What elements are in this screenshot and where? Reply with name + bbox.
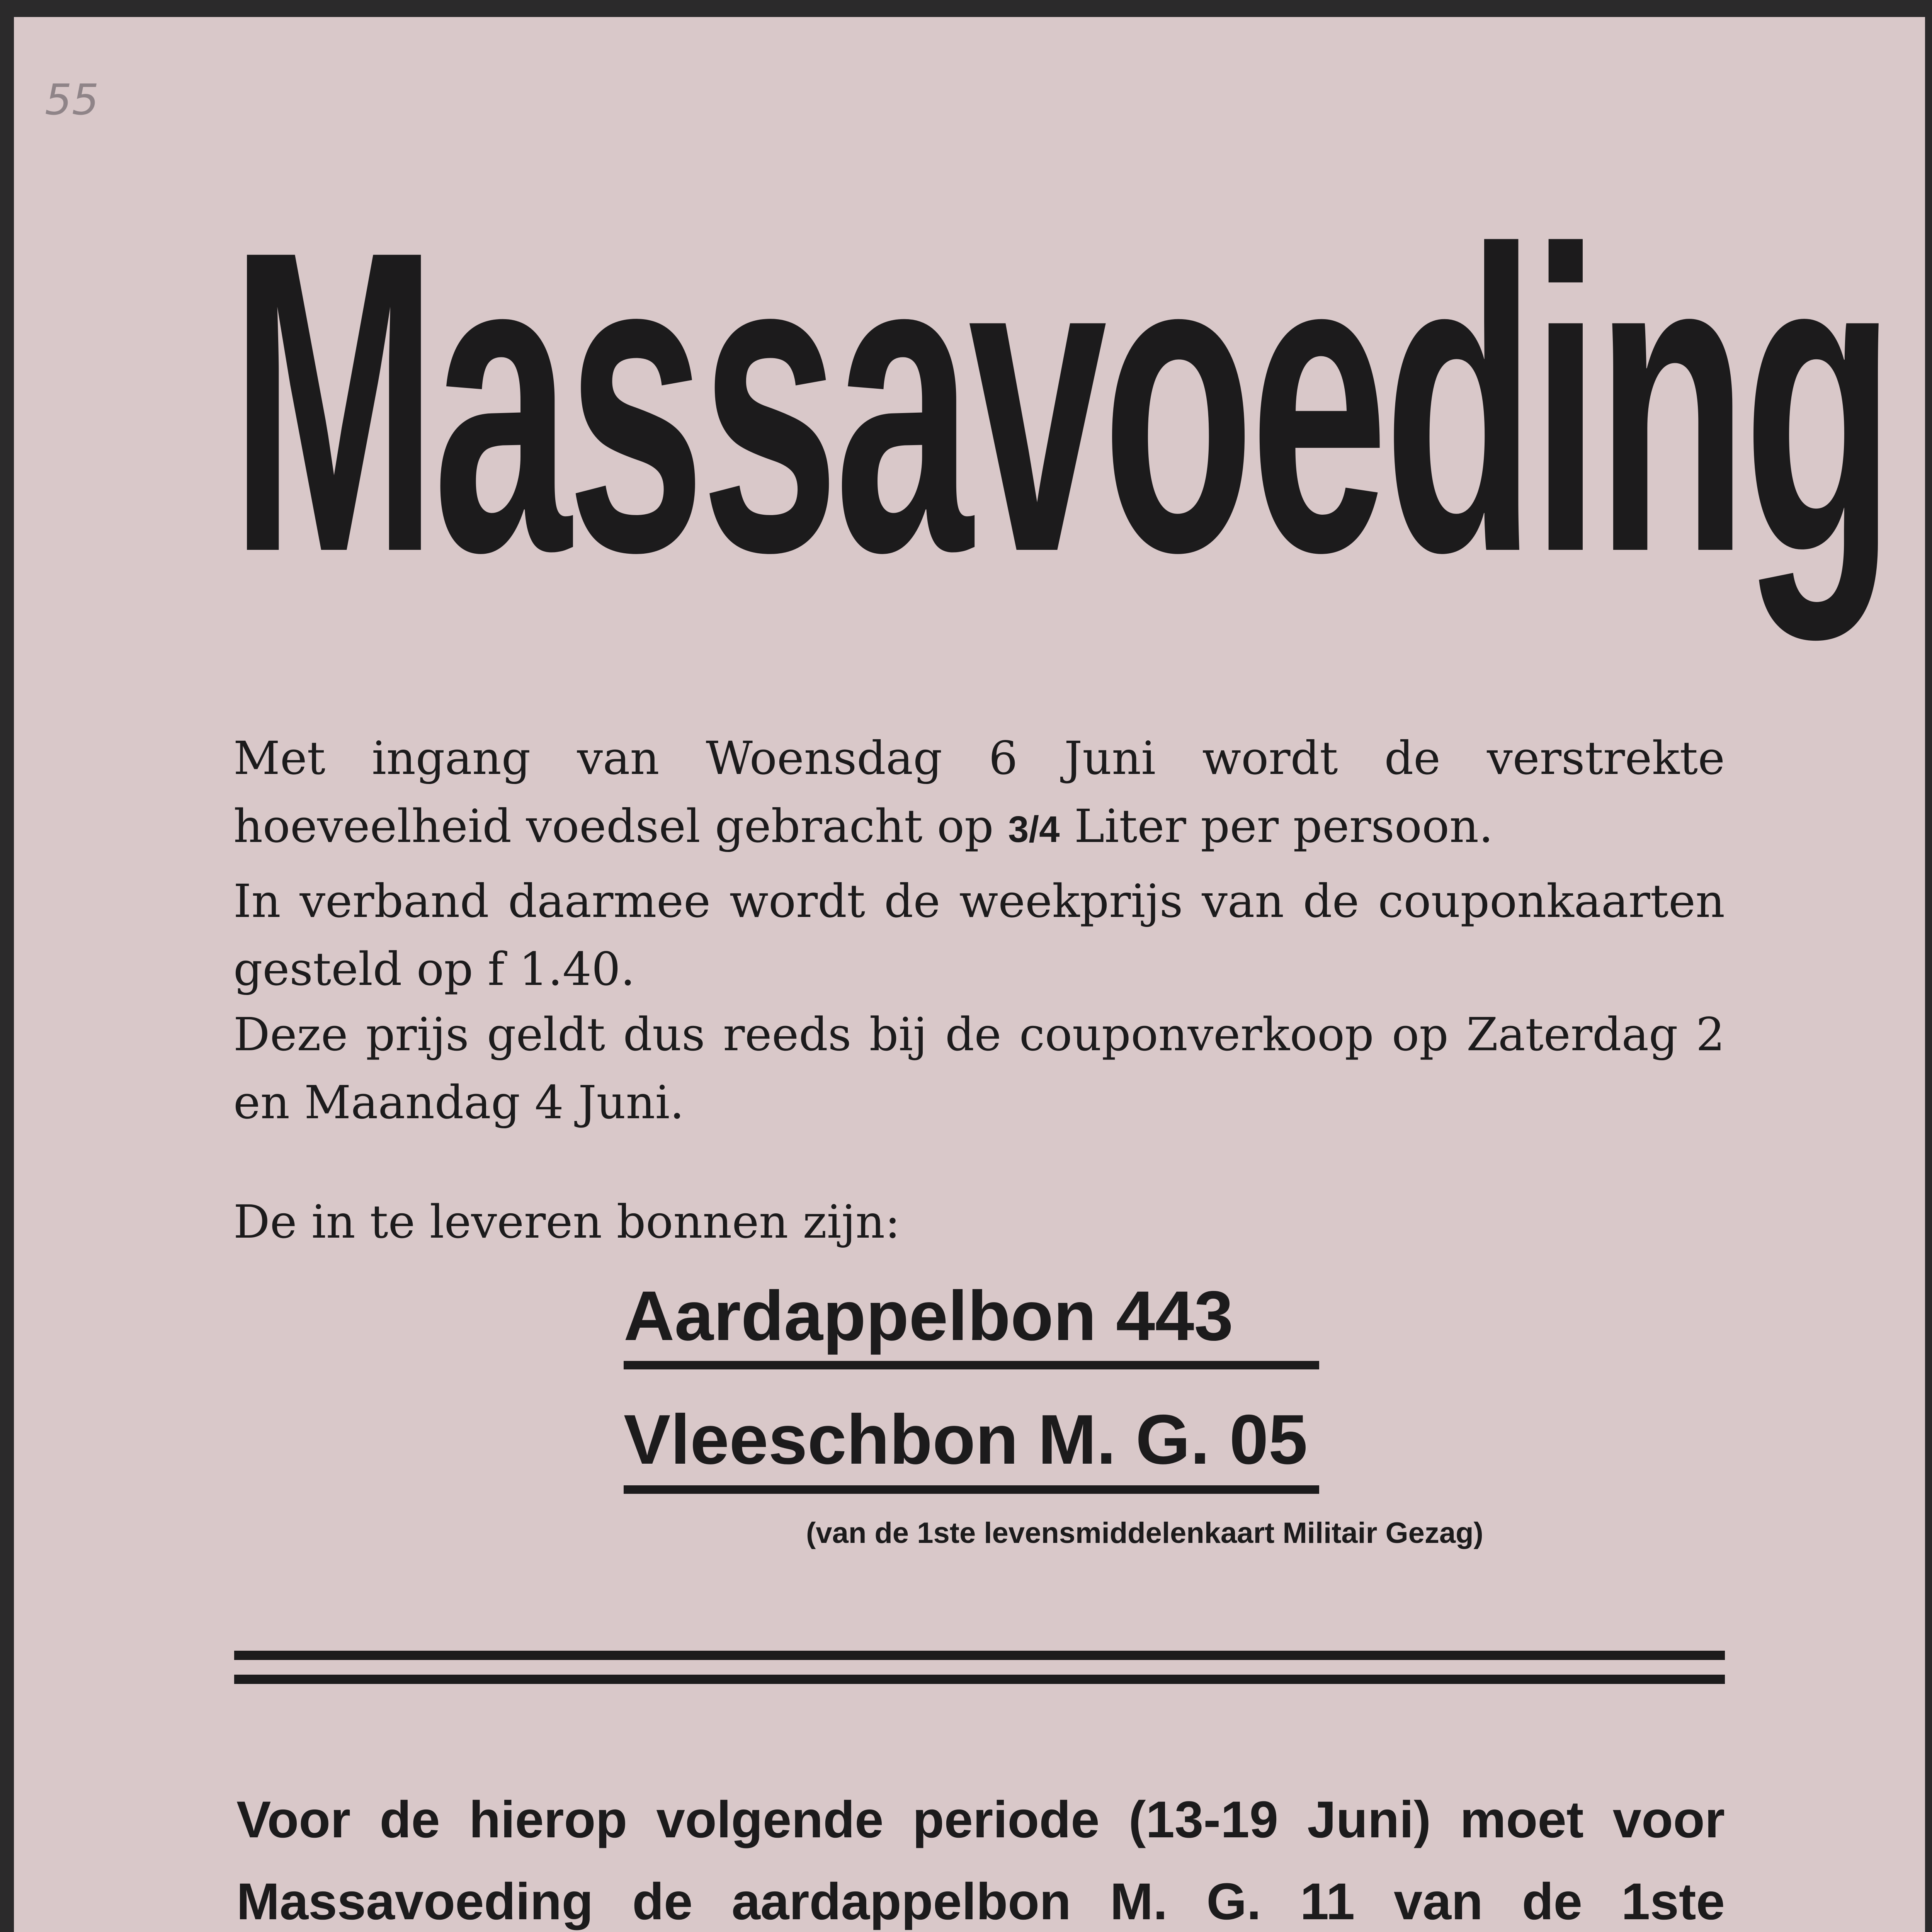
poster-sheet: [14, 17, 1925, 1932]
coupon-source-note: (van de 1ste levensmiddelenkaart Militair Gezag): [806, 1517, 1483, 1549]
reservation-notice: Voor de hierop volgende periode (13-19 Juni) moet voor Massavoeding de aardappelbon M. G. 11 van de 1ste: [236, 1791, 1725, 1930]
poster-title: Massavoeding: [230, 162, 1891, 641]
announcement-paragraph-3: Deze prijs geldt dus reeds bij de couponverkoop op Zaterdag 2 en Maandag 4 Juni.: [233, 1008, 1725, 1129]
corner-pencil-mark: 55: [45, 75, 99, 124]
paragraph-1-end: Liter per persoon.: [1060, 799, 1493, 853]
double-rule-top: [234, 1651, 1725, 1660]
meat-coupon-label: Vleeschbon M. G. 05: [624, 1400, 1308, 1479]
meat-coupon-underline: [624, 1485, 1319, 1494]
fraction-three-quarters: 3/4: [1008, 809, 1060, 850]
paragraph-1-start: Met ingang van Woensdag 6 Juni wordt de verstrekte hoeveelheid voedsel gebracht op: [233, 731, 1725, 853]
potato-coupon-label: Aardappelbon 443: [624, 1276, 1233, 1355]
potato-coupon-underline: [624, 1361, 1319, 1369]
double-rule-bottom: [234, 1675, 1725, 1684]
coupons-intro: De in te leveren bonnen zijn:: [233, 1195, 900, 1248]
announcement-paragraph-2: In verband daarmee wordt de weekprijs van de couponkaarten gesteld op f 1.40.: [233, 874, 1725, 996]
announcement-paragraph-1: [233, 724, 1725, 864]
